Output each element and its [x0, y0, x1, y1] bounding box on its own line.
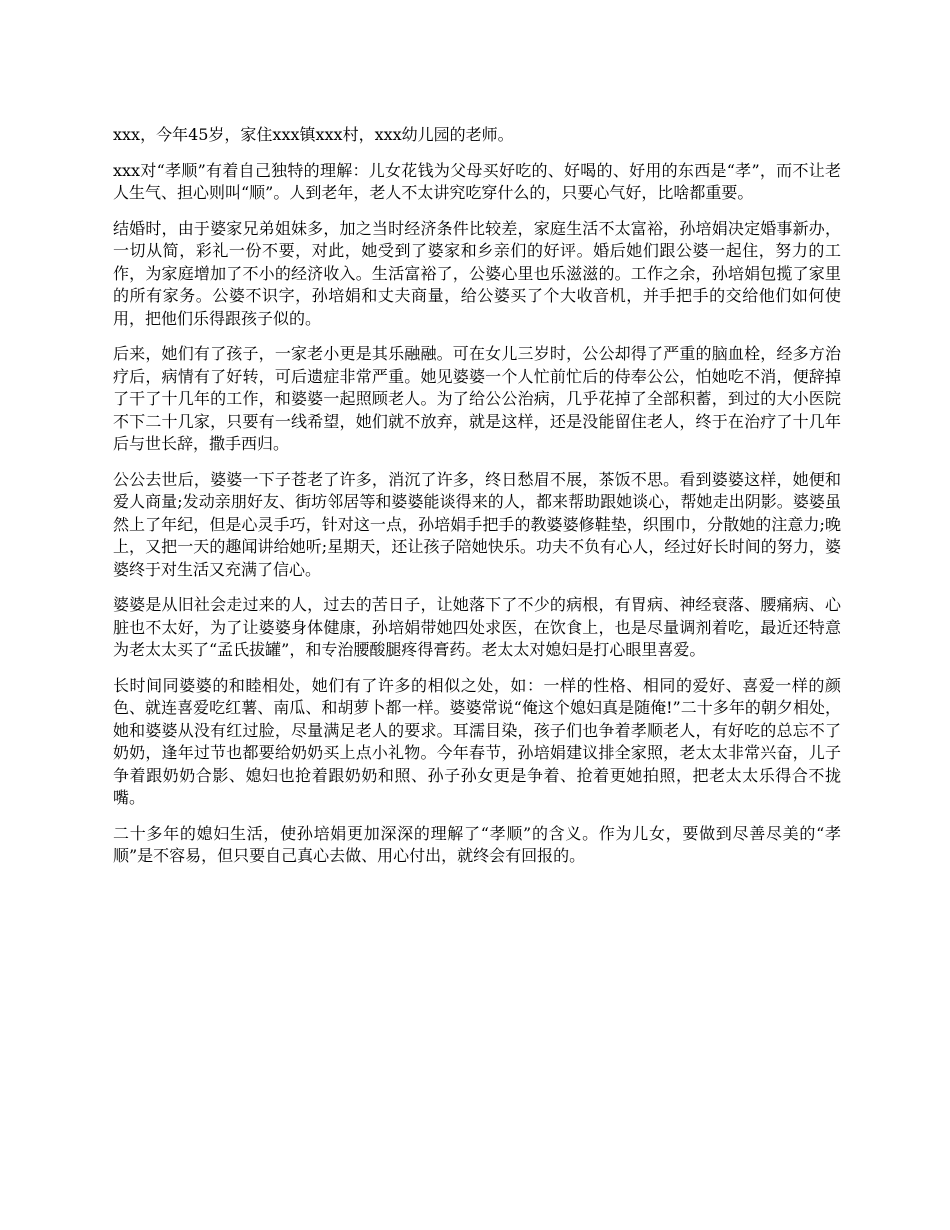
paragraph-marriage: 结婚时，由于婆家兄弟姐妹多，加之当时经济条件比较差，家庭生活不太富裕，孙培娟决定婚事新办，一切从简，彩礼一份不要，对此，她受到了婆家和乡亲们的好评。婚后她们跟公婆一起住，努力的工作，为家庭增加了不小的经济收入。生活富裕了，公婆心里也乐滋滋的。工作之余，孙培娟包揽了家里的所有家务。公婆不识字，孙培娟和丈夫商量，给公婆买了个大收音机，并手把手的交给他们如何使用，把他们乐得跟孩子似的。	[113, 218, 841, 328]
paragraph-caring-father-in-law: 后来，她们有了孩子，一家老小更是其乐融融。可在女儿三岁时，公公却得了严重的脑血栓，经多方治疗后，病情有了好转，可后遗症非常严重。她见婆婆一个人忙前忙后的侍奉公公，怕她吃不消，便辞掉了干了十几年的工作，和婆婆一起照顾老人。为了给公公治病，几乎花掉了全部积蓄，到过的大小医院不下二十几家，只要有一线希望，她们就不放弃，就是这样，还是没能留住老人，终于在治疗了十几年后与世长辞，撒手西归。	[113, 344, 841, 453]
paragraph-harmony: 长时间同婆婆的和睦相处，她们有了许多的相似之处，如：一样的性格、相同的爱好、喜爱一样的颜色、就连喜爱吃红薯、南瓜、和胡萝卜都一样。婆婆常说“俺这个媳妇真是随俺!”二十多年的朝夕相处，她和婆婆从没有红过脸，尽量满足老人的要求。耳濡目染，孩子们也争着孝顺老人，有好吃的总忘不了奶奶，逢年过节也都要给奶奶买上点小礼物。今年春节，孙培娟建议排全家照，老太太非常兴奋，儿子争着跟奶奶合影、媳妇也抢着跟奶奶和照、孙子孙女更是争着、抢着更她拍照，把老太太乐得合不拢嘴。	[113, 675, 841, 807]
document-body	[113, 124, 841, 881]
paragraph-comforting-mother-in-law: 公公去世后，婆婆一下子苍老了许多，消沉了许多，终日愁眉不展，茶饭不思。看到婆婆这样，她便和爱人商量;发动亲朋好友、街坊邻居等和婆婆能谈得来的人，都来帮助跟她谈心，帮她走出阴影。婆婆虽然上了年纪，但是心灵手巧，针对这一点，孙培娟手把手的教婆婆修鞋垫，织围巾，分散她的注意力;晚上，又把一天的趣闻讲给她听;星期天，还让孩子陪她快乐。功夫不负有心人，经过好长时间的努力，婆婆终于对生活又充满了信心。	[113, 469, 841, 579]
paragraph-health-care: 婆婆是从旧社会走过来的人，过去的苦日子，让她落下了不少的病根，有胃病、神经衰落、腰痛病、心脏也不太好，为了让婆婆身体健康，孙培娟带她四处求医，在饮食上，也是尽量调剂着吃，最近还特意为老太太买了“孟氏拔罐”，和专治腰酸腿疼得膏药。老太太对媳妇是打心眼里喜爱。	[113, 595, 841, 659]
paragraph-filial-definition: xxx对“孝顺”有着自己独特的理解：儿女花钱为父母买好吃的、好喝的、好用的东西是“孝”，而不让老人生气、担心则叫“顺”。人到老年，老人不太讲究吃穿什么的，只要心气好，比啥都重要。	[113, 160, 841, 202]
paragraph-conclusion: 二十多年的媳妇生活，使孙培娟更加深深的理解了“孝顺”的含义。作为儿女，要做到尽善尽美的“孝顺”是不容易，但只要自己真心去做、用心付出，就终会有回报的。	[113, 823, 841, 865]
paragraph-intro: xxx，今年45岁，家住xxx镇xxx村，xxx幼儿园的老师。	[113, 125, 514, 144]
